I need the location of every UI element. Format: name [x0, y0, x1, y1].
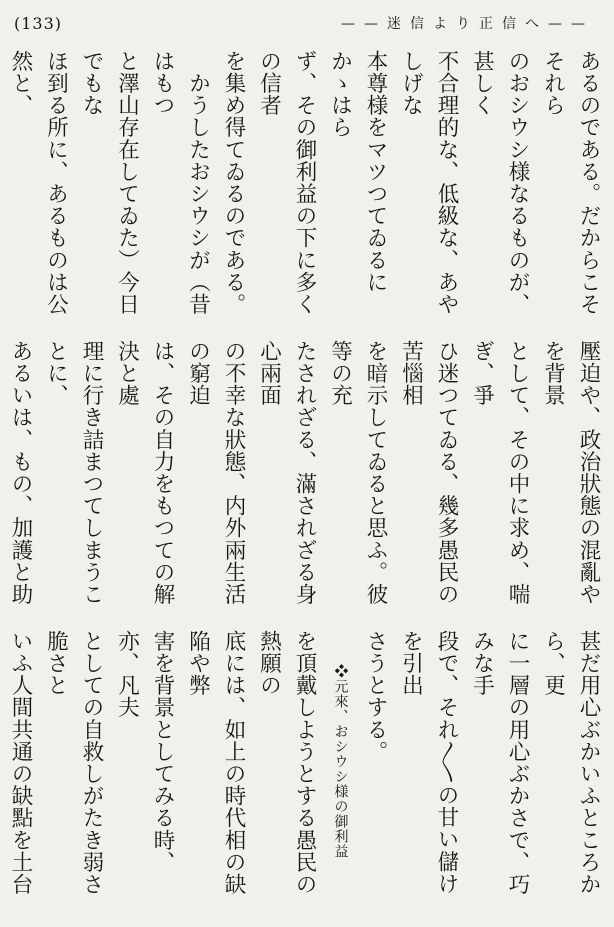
text-column: の不幸な狀態、内外兩生活の窮迫 — [185, 340, 246, 606]
text-column: のおシウシ様なるものが、甚しく — [469, 50, 530, 316]
running-title: ——迷信より正信へ—— — [341, 16, 594, 32]
text-column: 甚だ用心ぶかいふところから、更 — [540, 630, 601, 896]
text-column: 本尊様をマツつてゐるにかゝはら — [327, 50, 388, 294]
text-column: を頂戴しようとする愚民の熱願の — [256, 630, 317, 896]
running-header — [8, 6, 606, 40]
text-block-bottom — [8, 630, 606, 912]
text-column: ず、その御利益の下に多くの信者 — [256, 50, 317, 316]
page-number: (133) — [14, 13, 63, 33]
text-column: 底には、如上の時代相の缺陥や弊 — [185, 630, 246, 896]
text-column: を集め得てゐるのである。 — [221, 50, 246, 316]
text-column: あるいは、もの、加護と助 — [8, 340, 33, 606]
text-column: ほ到る所に、あるものは公然と、 — [8, 50, 69, 316]
text-column: と澤山存在してゐた）今日でもな — [79, 50, 140, 316]
text-column: あるのである。だからこそそれら — [540, 50, 601, 316]
text-column: いふ人間共通の缺點を土台 — [8, 630, 33, 896]
text-column: は、その自力をもつての解決と處 — [114, 340, 175, 606]
text-column: としての自救しがたき弱さ脆さと — [43, 630, 104, 896]
text-column: 害を背景としてみる時、亦、凡夫 — [114, 630, 175, 874]
text-column: かうしたおシウシが（昔はもつ — [150, 50, 211, 316]
text-column: 理に行き詰まつてしまうことに、 — [43, 340, 104, 606]
text-column: 不合理的な、低級な、あやしげな — [398, 50, 459, 316]
text-column: ひ迷つてゐる、幾多愚民の苦惱相 — [398, 340, 459, 606]
section-heading: ❖元來、おシウシ様の御利益 — [332, 664, 349, 859]
text-column: 壓迫や、政治狀態の混亂やを背景 — [540, 340, 601, 606]
text-block-middle — [8, 340, 606, 622]
text-column: たされざる、滿されざる身心兩面 — [256, 340, 317, 606]
text-column: に一層の用心ぶかさで、巧みな手 — [469, 630, 530, 896]
text-column: を暗示してゐると思ふ。彼等の充 — [327, 340, 388, 606]
text-column: 段で、それ〳〵の甘い儲けを引出 — [398, 630, 459, 895]
text-column: として、その中に求め、喘ぎ、爭 — [469, 340, 530, 606]
text-block-top — [8, 50, 606, 332]
text-column: さうとする。 — [363, 630, 388, 763]
